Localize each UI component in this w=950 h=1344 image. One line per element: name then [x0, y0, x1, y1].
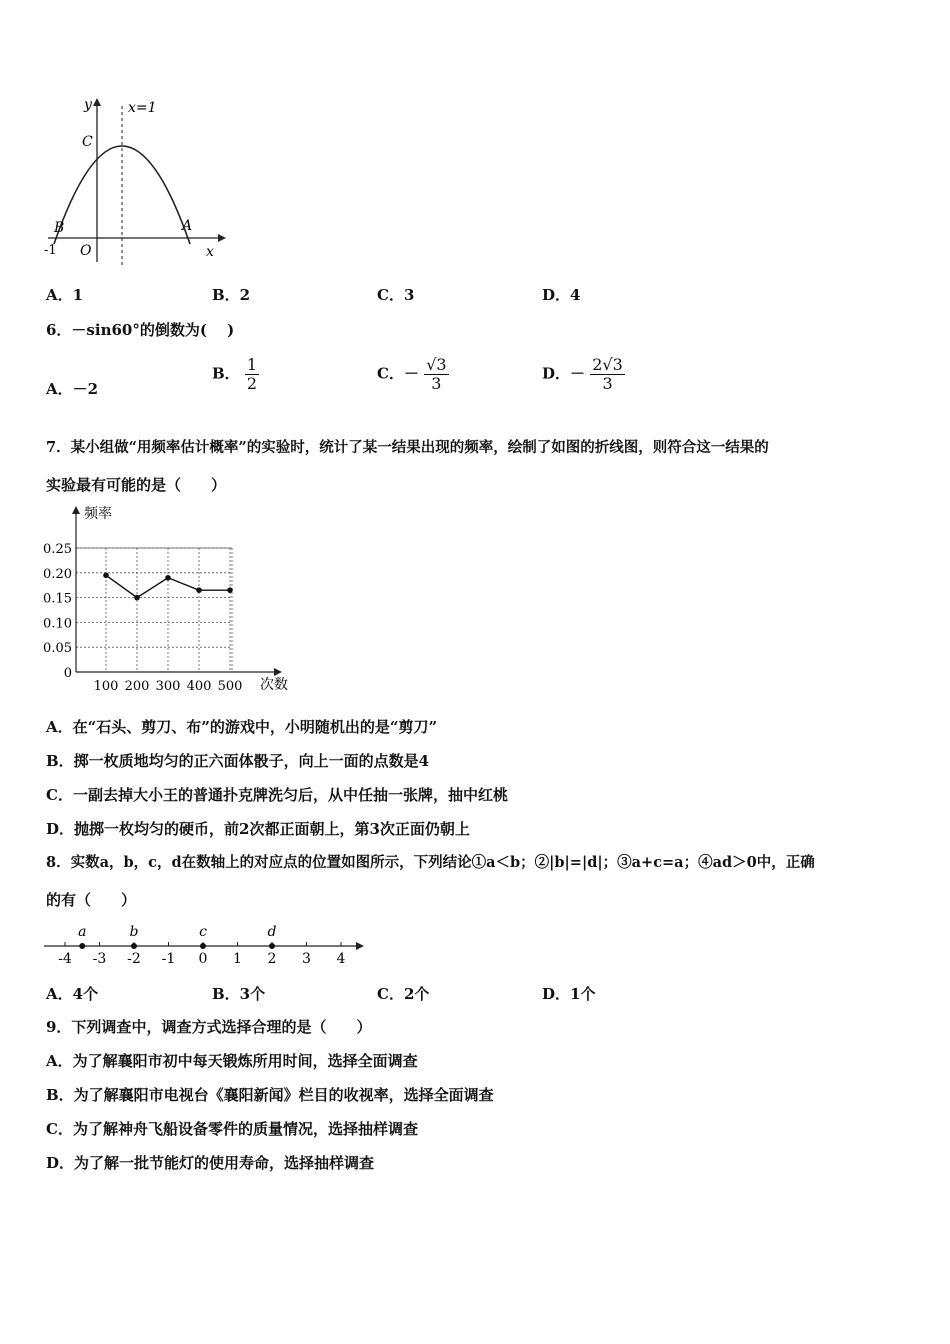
q6-option-b-prefix: B．: [212, 364, 240, 383]
chart-grid: [76, 548, 232, 672]
y-tick-label: 0.15: [43, 591, 72, 607]
number-line-tick-label: 3: [302, 951, 311, 967]
x-tick-label: 300: [155, 679, 181, 694]
number-line-point: [131, 943, 137, 949]
data-point: [165, 575, 171, 581]
q6-option-d[interactable]: [542, 356, 625, 393]
y-label: y: [84, 97, 92, 113]
q8-option-b[interactable]: B．3个: [212, 985, 266, 1003]
q9-question: 9．下列调查中，调查方式选择合理的是（ ）: [46, 1018, 372, 1036]
q9-option-a[interactable]: A．为了解襄阳市初中每天锻炼所用时间，选择全面调查: [46, 1052, 418, 1070]
point-b-label: B: [54, 220, 65, 236]
fraction-numerator: 1: [246, 355, 258, 374]
y-tick-label: 0.10: [43, 616, 72, 632]
number-line-point-label: d: [267, 924, 277, 940]
chart-y-ticks: [43, 542, 72, 681]
number-line-tick-label: -1: [161, 951, 176, 967]
number-line-points: [78, 924, 276, 949]
q6-option-c[interactable]: [377, 356, 449, 393]
q7-option-b[interactable]: B．掷一枚质地均匀的正六面体骰子，向上一面的点数是4: [46, 752, 430, 770]
number-line-tick-label: 2: [267, 951, 277, 967]
number-line-point: [269, 943, 275, 949]
q9-option-b[interactable]: B．为了解襄阳市电视台《襄阳新闻》栏目的收视率，选择全面调查: [46, 1086, 494, 1104]
q8-option-d[interactable]: D．1个: [542, 985, 596, 1003]
number-line-point-label: b: [129, 924, 139, 940]
y-tick-label: 0.05: [43, 641, 72, 657]
q6-option-a[interactable]: A．－2: [46, 380, 99, 398]
chart-y-axis-arrow: [72, 506, 80, 514]
fraction-numerator: √3: [426, 355, 447, 374]
q6-option-c-fraction: [424, 356, 448, 393]
q9-option-c[interactable]: C．为了解神舟飞船设备零件的质量情况，选择抽样调查: [46, 1120, 418, 1138]
q5-option-d[interactable]: D．4: [542, 286, 581, 304]
neg-one-label: -1: [44, 243, 57, 258]
data-point: [227, 587, 233, 593]
q5-option-c[interactable]: C．3: [377, 286, 415, 304]
number-line-tick-label: -2: [127, 951, 141, 967]
number-line-tick-label: -3: [92, 951, 107, 967]
chart-x-axis-arrow: [274, 668, 282, 676]
fraction-denominator: 3: [602, 374, 613, 393]
q9-option-d[interactable]: D．为了解一批节能灯的使用寿命，选择抽样调查: [46, 1154, 375, 1172]
q6-option-d-prefix: D．－: [542, 364, 586, 383]
q5-option-a[interactable]: A．1: [46, 286, 84, 304]
number-line-tick-label: -4: [58, 951, 72, 967]
number-line-arrow: [356, 942, 364, 950]
data-point: [134, 595, 140, 601]
number-line-point: [79, 943, 85, 949]
x-label: x: [206, 244, 214, 260]
data-point: [196, 587, 202, 593]
q7-option-c[interactable]: C．一副去掉大小王的普通扑克牌洗匀后，从中任抽一张牌，抽中红桃: [46, 786, 508, 804]
frequency-line-chart: [40, 502, 300, 697]
number-line-point-label: a: [78, 924, 87, 940]
y-tick-label: 0.20: [43, 566, 72, 582]
q6-option-c-prefix: C．－: [377, 364, 419, 383]
number-line-tick-label: 1: [233, 951, 242, 967]
fraction-denominator: 3: [431, 374, 442, 393]
q8-option-a[interactable]: A．4个: [46, 985, 99, 1003]
origin-label: O: [80, 243, 92, 259]
point-a-label: A: [182, 218, 193, 234]
parabola-graph: [40, 92, 230, 272]
q8-option-c[interactable]: C．2个: [377, 985, 430, 1003]
chart-x-ticks: [94, 679, 243, 694]
fraction-numerator: 2√3: [592, 355, 623, 374]
symmetry-label: x=1: [128, 100, 157, 116]
chart-y-label: 频率: [84, 506, 112, 522]
number-line-tick-label: 0: [198, 951, 208, 967]
fraction-denominator: 2: [246, 374, 258, 393]
number-line-tick-label: 4: [336, 951, 346, 967]
q7-question-line2: 实验最有可能的是（ ）: [46, 476, 227, 494]
number-line-point: [200, 943, 206, 949]
point-c-label: C: [82, 134, 93, 150]
x-axis-arrow: [218, 234, 226, 242]
data-point: [103, 572, 109, 578]
y-tick-label: 0.25: [43, 542, 72, 557]
q6-option-d-fraction: [590, 356, 625, 393]
x-tick-label: 200: [124, 679, 150, 694]
q6-question: 6．－sin60°的倒数为( ): [46, 321, 235, 339]
q6-option-b-fraction: [245, 356, 259, 393]
q8-question-line1: 8．实数a，b，c，d在数轴上的对应点的位置如图所示，下列结论①a＜b；②|b|=|d|；③a+c=a；④ad＞0中，正确: [46, 854, 815, 871]
q7-question-line1: 7．某小组做“用频率估计概率”的实验时，统计了某一结果出现的频率，绘制了如图的折线图，则符合这一结果的: [46, 439, 769, 456]
x-tick-label: 500: [217, 679, 243, 694]
chart-x-label: 次数: [260, 677, 288, 693]
y-tick-label: 0: [63, 666, 72, 681]
q5-option-b[interactable]: B．2: [212, 286, 251, 304]
number-line-point-label: c: [199, 924, 207, 940]
q7-option-a[interactable]: A．在“石头、剪刀、布”的游戏中，小明随机出的是“剪刀”: [46, 718, 438, 736]
x-tick-label: 100: [93, 679, 119, 694]
q8-question-line2: 的有（ ）: [46, 891, 137, 909]
q6-option-b[interactable]: [212, 356, 259, 393]
y-axis-arrow: [93, 98, 101, 106]
number-line: [40, 915, 370, 970]
q7-option-d[interactable]: D．抛掷一枚均匀的硬币，前2次都正面朝上，第3次正面仍朝上: [46, 820, 470, 838]
x-tick-label: 400: [186, 679, 212, 694]
